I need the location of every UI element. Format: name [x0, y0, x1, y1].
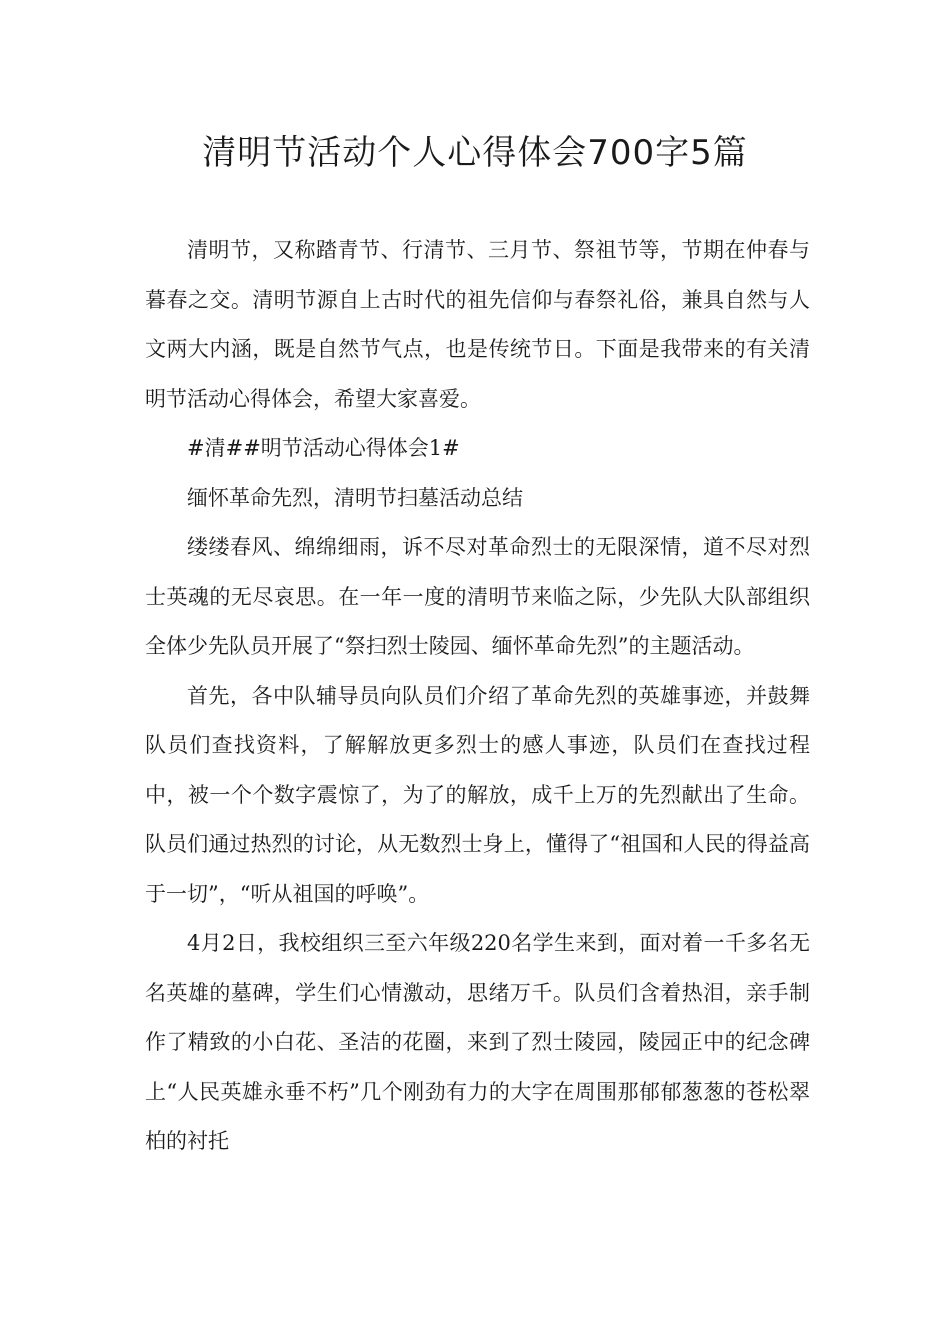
paragraph-body: 首先，各中队辅导员向队员们介绍了革命先烈的英雄事迹，并鼓舞队员们查找资料，了解解放更多烈士的感人事迹，队员们在查找过程中，被一个个数字震惊了，为了的解放，成千上万的先烈献出了生命。队员们通过热烈的讨论，从无数烈士身上，懂得了“祖国和人民的得益高于一切”，“听从祖国的呼唤”。 — [145, 683, 810, 906]
paragraph-section-heading: #清##明节活动心得体会1# — [187, 436, 460, 460]
paragraph-body: 缕缕春风、绵绵细雨，诉不尽对革命烈士的无限深情，道不尽对烈士英魂的无尽哀思。在一年一度的清明节来临之际，少先队大队部组织全体少先队员开展了“祭扫烈士陵园、缅怀革命先烈”的主题活动。 — [145, 535, 810, 658]
document-title: 清明节活动个人心得体会700字5篇 — [202, 133, 748, 173]
paragraph-subtitle: 缅怀革命先烈，清明节扫墓活动总结 — [187, 485, 523, 510]
paragraph-intro: 清明节，又称踏青节、行清节、三月节、祭祖节等，节期在仲春与暮春之交。清明节源自上古时代的祖先信仰与春祭礼俗，兼具自然与人文两大内涵，既是自然节气点，也是传统节日。下面是我带来的有关清明节活动心得体会，希望大家喜爱。 — [145, 238, 810, 411]
paragraph-body: 4月2日，我校组织三至六年级220名学生来到，面对着一千多名无名英雄的墓碑，学生们心情激动，思绪万千。队员们含着热泪，亲手制作了精致的小白花、圣洁的花圈，来到了烈士陵园，陵园正中的纪念碑上“人民英雄永垂不朽”几个刚劲有力的大字在周围那郁郁葱葱的苍松翠柏的衬托 — [145, 931, 810, 1153]
document-body — [145, 226, 810, 1167]
